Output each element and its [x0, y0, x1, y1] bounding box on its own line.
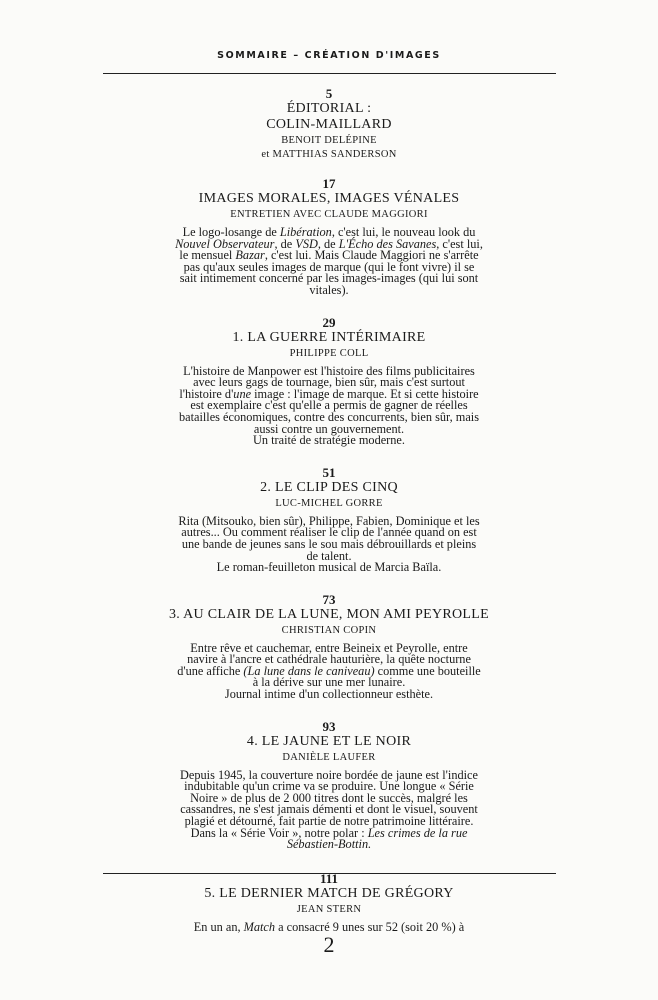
italic-text: Sébastien-Bottin.: [286, 837, 372, 852]
description-line: [150, 689, 508, 701]
text-run: avec leurs gags de tournage, bien sûr, mais c'est surtout: [193, 375, 465, 390]
entry-page-number: 29: [322, 314, 336, 330]
toc-entry-images-morales: [150, 177, 508, 297]
italic-text: une: [233, 386, 252, 401]
entry-author: JEAN STERN: [296, 903, 362, 915]
entry-author: CHRISTIAN COPIN: [281, 624, 377, 636]
entry-title: 5. LE DERNIER MATCH DE GRÉGORY: [204, 885, 454, 901]
entry-author: BENOIT DELÉPINE: [281, 135, 377, 146]
entry-title: COLIN-MAILLARD: [266, 117, 392, 132]
entry-title: 3. AU CLAIR DE LA LUNE, MON AMI PEYROLLE: [169, 606, 489, 622]
page-number: 2: [323, 932, 335, 957]
bottom-rule: [103, 873, 556, 874]
entry-author: LUC-MICHEL GORRE: [275, 497, 383, 509]
text-run: d'une affiche: [177, 663, 244, 678]
text-run: de talent.: [306, 548, 352, 563]
italic-text: Nouvel Observateur: [175, 236, 275, 251]
text-run: est exemplaire c'est qu'elle a permis de gagner de réelles: [190, 398, 468, 413]
text-run: Noire » de plus de 2 000 titres dont le succès, malgré les: [190, 790, 468, 805]
text-run: pas qu'aux seules images de marque (qui le font vivre) il se: [183, 259, 475, 274]
toc-entry-jaune-et-noir: [150, 720, 508, 851]
text-run: cassandres, ne s'est jamais démenti et dont le visuel, souvent: [180, 802, 478, 817]
entry-page-number: 17: [322, 176, 336, 191]
text-run: , c'est lui,: [436, 236, 483, 251]
text-run: à la dérive sur une mer lunaire.: [252, 675, 406, 690]
entry-description: [150, 513, 508, 575]
text-run: autres... Ou comment réaliser le clip de l'année quand on est: [181, 525, 477, 540]
entry-title: 1. LA GUERRE INTÉRIMAIRE: [232, 329, 426, 345]
description-line: [150, 562, 508, 574]
text-run: navire à l'ancre et cathédrale hauturière, la quête nocturne: [187, 652, 471, 667]
text-run: l'histoire d': [179, 386, 234, 401]
text-run: batailles économiques, contre des concurrents, bien sûr, mais: [178, 409, 479, 424]
text-run: indubitable qu'un crime va se produire. Une longue « Série: [184, 779, 474, 794]
italic-text: L'Écho des Savanes: [338, 236, 437, 251]
text-run: a consacré 9 unes sur 52 (soit 20 %) à: [275, 919, 465, 934]
entry-page-number: 5: [325, 86, 333, 101]
table-of-contents: [150, 87, 508, 933]
entry-description: [150, 640, 508, 702]
description-line: [150, 435, 508, 447]
text-run: comme une bouteille: [374, 663, 481, 678]
text-run: aussi contre un gouvernement.: [253, 421, 405, 436]
entry-title: ÉDITORIAL :: [286, 101, 372, 116]
italic-text: Libération: [279, 225, 332, 239]
entry-title: 2. LE CLIP DES CINQ: [260, 479, 398, 495]
italic-text: Match: [243, 919, 276, 934]
text-run: Dans la « Série Voir », notre polar :: [190, 825, 368, 840]
text-run: une bande de jeunes sans le sou mais débrouillards et pleins: [181, 536, 477, 551]
text-run: Depuis 1945, la couverture noire bordée de jaune est l'indice: [180, 767, 478, 782]
top-rule: [103, 73, 556, 74]
text-run: , c'est lui. Mais Claude Maggiori ne s'arrête: [264, 248, 479, 263]
text-run: image : l'image de marque. Et si cette histoire: [251, 386, 479, 401]
entry-author: PHILIPPE COLL: [289, 347, 369, 359]
entry-page-number: 51: [322, 464, 336, 480]
toc-entry-clip-des-cinq: [150, 466, 508, 574]
text-run: vitales).: [309, 282, 349, 297]
text-run: le mensuel: [179, 248, 236, 263]
text-run: sait intimement concerné par les images-images (qui lui sont: [179, 271, 479, 286]
toc-entry-dernier-match: [150, 872, 508, 934]
text-run: , de: [274, 236, 296, 251]
text-run: Rita (Mitsouko, bien sûr), Philippe, Fabien, Dominique et les: [178, 513, 480, 528]
text-run: Un traité de stratégie moderne.: [253, 433, 405, 448]
entry-title: 4. LE JAUNE ET LE NOIR: [246, 733, 412, 749]
text-run: plagié et détourné, fait partie de notre patrimoine littéraire.: [184, 814, 474, 829]
entry-author: et MATTHIAS SANDERSON: [261, 149, 397, 160]
entry-author: ENTRETIEN AVEC CLAUDE MAGGIORI: [230, 209, 428, 220]
entry-page-number: 93: [322, 718, 336, 734]
entry-title: IMAGES MORALES, IMAGES VÉNALES: [198, 191, 460, 206]
text-run: , de: [317, 236, 339, 251]
entry-page-number: 73: [322, 591, 336, 607]
text-run: Le logo-losange de: [182, 225, 280, 239]
text-run: En un an,: [193, 919, 244, 934]
entry-description: [150, 363, 508, 448]
entry-page-number: 111: [319, 870, 339, 886]
italic-text: Bazar: [235, 248, 265, 263]
description-line: [150, 282, 508, 297]
toc-entry-guerre-interimaire: [150, 316, 508, 447]
text-run: L'histoire de Manpower est l'histoire des films publicitaires: [183, 363, 475, 378]
italic-text: (La lune dans le caniveau): [243, 663, 375, 678]
text-run: Le roman-feuilleton musical de Marcia Baïla.: [216, 560, 442, 575]
toc-entry-editorial: [150, 87, 508, 161]
italic-text: VSD: [295, 236, 318, 251]
text-run: Journal intime d'un collectionneur esthète.: [224, 687, 434, 702]
running-header: SOMMAIRE – CRÉATION D'IMAGES: [217, 50, 441, 61]
entry-description: [150, 227, 508, 297]
entry-author: DANIÈLE LAUFER: [282, 751, 376, 763]
text-run: , c'est lui, le nouveau look du: [331, 225, 476, 239]
italic-text: Les crimes de la rue: [367, 825, 468, 840]
entry-description: [150, 767, 508, 852]
description-line: [150, 839, 508, 851]
text-run: Entre rêve et cauchemar, entre Beineix et Peyrolle, entre: [190, 640, 468, 655]
toc-entry-clair-de-lune: [150, 593, 508, 701]
